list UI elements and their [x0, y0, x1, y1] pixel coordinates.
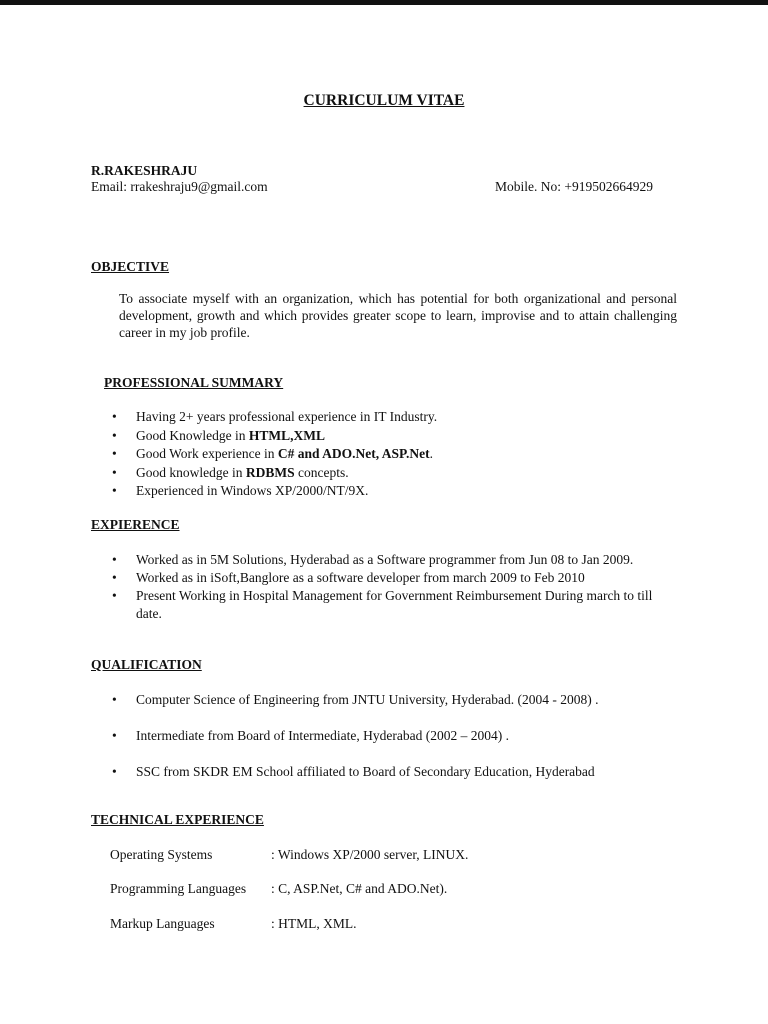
list-item: • Good Work experience in C# and ADO.Net, ASP.Net. — [112, 445, 712, 464]
candidate-name: R.RAKESHRAJU — [91, 163, 198, 178]
objective-text: To associate myself with an organization, which has potential for both organizational and personal development, growth and which provides greater scope to learn, improvise and to attain challenging career in my job profile. — [119, 291, 677, 340]
objective-heading: OBJECTIVE — [91, 259, 170, 274]
experience-heading: EXPIERENCE — [91, 517, 180, 532]
tech-label-programming-languages: Programming Languages — [110, 881, 247, 896]
list-item: • Intermediate from Board of Intermediate, Hyderabad (2002 – 2004) . — [112, 727, 712, 745]
list-item: • Having 2+ years professional experience in IT Industry. — [112, 408, 712, 427]
top-border-line — [0, 0, 768, 5]
list-item: • SSC from SKDR EM School affiliated to Board of Secondary Education, Hyderabad — [112, 763, 712, 781]
qualification-heading: QUALIFICATION — [91, 657, 202, 672]
technical-heading: TECHNICAL EXPERIENCE — [91, 812, 264, 827]
qualification-list — [112, 691, 712, 781]
tech-value-markup-languages: : HTML, XML. — [271, 916, 357, 931]
summary-heading: PROFESSIONAL SUMMARY — [104, 375, 284, 390]
list-item: • Worked as in iSoft,Banglore as a software developer from march 2009 to Feb 2010 — [112, 569, 678, 587]
tech-label-markup-languages: Markup Languages — [110, 916, 215, 931]
list-item: • Good Knowledge in HTML,XML — [112, 427, 712, 446]
list-item: • Good knowledge in RDBMS concepts. — [112, 464, 712, 483]
list-item: • Computer Science of Engineering from JNTU University, Hyderabad. (2004 - 2008) . — [112, 691, 712, 709]
email-line: Email: rrakeshraju9@gmail.com — [91, 179, 268, 194]
mobile-line: Mobile. No: +919502664929 — [495, 179, 653, 194]
list-item: • Experienced in Windows XP/2000/NT/9X. — [112, 482, 712, 501]
experience-list — [112, 551, 678, 623]
document-title: CURRICULUM VITAE — [303, 92, 465, 109]
list-item: • Worked as in 5M Solutions, Hyderabad as a Software programmer from Jun 08 to Jan 2009. — [112, 551, 678, 569]
tech-value-operating-systems: : Windows XP/2000 server, LINUX. — [271, 847, 469, 862]
summary-list — [112, 408, 712, 501]
tech-label-operating-systems: Operating Systems — [110, 847, 213, 862]
list-item: • Present Working in Hospital Management for Government Reimbursement During march to till date. — [112, 587, 678, 623]
tech-value-programming-languages: : C, ASP.Net, C# and ADO.Net). — [271, 881, 448, 896]
